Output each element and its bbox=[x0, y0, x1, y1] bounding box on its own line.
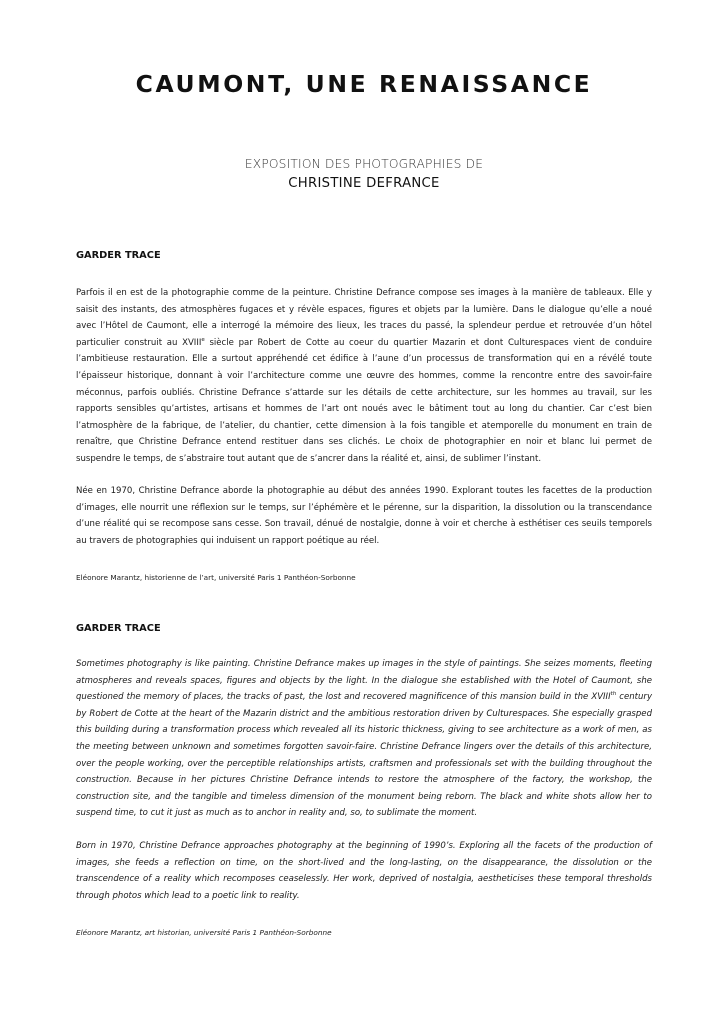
french-century-superscript: e bbox=[201, 336, 205, 343]
french-paragraph-2: Née en 1970, Christine Defrance aborde la photographie au début des années 1990. Explorant toutes les facettes de la production d’images, elle nourrit une réflexion sur le temps, sur l’éphémère et le pérenne, sur la disparition, la dissolution ou la transcendance d’une réalité qui se recompose sans cesse. Son travail, dénué de nostalgie, donne à voir et cherche à esthétiser ces seuils temporels au travers de photographies qui induisent un rapport poétique au réel. bbox=[76, 486, 652, 546]
french-section-heading-wrap bbox=[76, 250, 652, 261]
french-paragraph-1-part-a: Parfois il en est de la photographie comme de la peinture. Christine Defrance compose ses images à la manière de tableaux. Elle y saisit des instants, des atmosphères fugaces et y révèle espaces, figures et objets par la lumière. Dans le dialogue qu’elle a noué avec l’Hôtel de Caumont, elle a interrogé la mémoire des lieux, les traces du passé, la splendeur perdue et retrouvée d’un hôtel particulier construit au XVIII bbox=[76, 288, 652, 348]
french-section-heading: GARDER TRACE bbox=[76, 250, 161, 261]
english-paragraph-1 bbox=[76, 656, 652, 822]
french-paragraph-1-part-b: siècle par Robert de Cotte au coeur du quartier Mazarin et dont Culturespaces vient de conduire l’ambitieuse restauration. Elle a surtout appréhendé cet édifice à l’aune d’un processus de transformation qui en a révélé toute l’épaisseur historique, donnant à voir l’architecture comme une œuvre des hommes, comme la rencontre entre des savoir-faire méconnus, parfois oubliés. Christine Defrance s’attarde sur les détails de cette architecture, sur les hommes au travail, sur les rapports sensibles qu’artistes, artisans et hommes de l’art ont noués avec le bâtiment tout au long du chantier. Car c’est bien l’atmosphère de la fabrique, de l’atelier, du chantier, cette dimension à la fois tangible et atemporelle du monument en train de renaître, que Christine Defrance entend restituer dans ses clichés. Le choix de photographier en noir et blanc lui permet de suspendre le temps, de s’abstraire tout autant que de s’ancrer dans la réalité et, ainsi, de sublimer l’instant. bbox=[76, 337, 652, 464]
french-paragraph-1 bbox=[76, 285, 652, 468]
english-paragraph-1-part-a: Sometimes photography is like painting. Christine Defrance makes up images in the style of paintings. She seizes moments, fleeting atmospheres and reveals spaces, figures and objects by the light. In the dialogue she established with the Hotel of Caumont, she questioned the memory of places, the tracks of past, the lost and recovered magnificence of this mansion build in the XVIII bbox=[76, 659, 652, 703]
english-section-heading: GARDER TRACE bbox=[76, 623, 161, 634]
document-title: CAUMONT, UNE RENAISSANCE bbox=[135, 70, 593, 98]
english-section-heading-wrap bbox=[76, 623, 652, 634]
english-century-superscript: th bbox=[610, 691, 617, 698]
english-signature: Eléonore Marantz, art historian, université Paris 1 Panthéon-Sorbonne bbox=[76, 928, 332, 937]
exhibition-subtitle: EXPOSITION DES PHOTOGRAPHIES DE bbox=[244, 157, 484, 171]
english-paragraph-2: Born in 1970, Christine Defrance approaches photography at the beginning of 1990’s. Exploring all the facets of the production of images, she feeds a reflection on time, on the short-lived and the long-lasting, on the disappearance, the dissolution or the transcendence of a reality which recomposes ceaselessly. Her work, deprived of nostalgia, aestheticises these temporal thresholds through photos which lead to a poetic link to reality. bbox=[76, 841, 652, 901]
french-signature: Eléonore Marantz, historienne de l’art, université Paris 1 Panthéon-Sorbonne bbox=[76, 573, 356, 582]
photographer-name: CHRISTINE DEFRANCE bbox=[288, 176, 440, 191]
english-paragraph-1-part-b: century by Robert de Cotte at the heart of the Mazarin district and the ambitious restoration driven by Culturespaces. She especially grasped this building during a transformation process which revealed all its historic thickness, giving to see architecture as a work of men, as the meeting between unknown and sometimes forgotten savoir-faire. Christine Defrance lingers over the details of this architecture, over the people working, over the perceptible relationships artists, craftsmen and professionals set with the building throughout the construction. Because in her pictures Christine Defrance intends to restore the atmosphere of the factory, the workshop, the construction site, and the tangible and timeless dimension of the monument being reborn. The black and white shots allow her to suspend time, to cut it just as much as to anchor in reality and, so, to sublimate the moment. bbox=[76, 692, 653, 819]
